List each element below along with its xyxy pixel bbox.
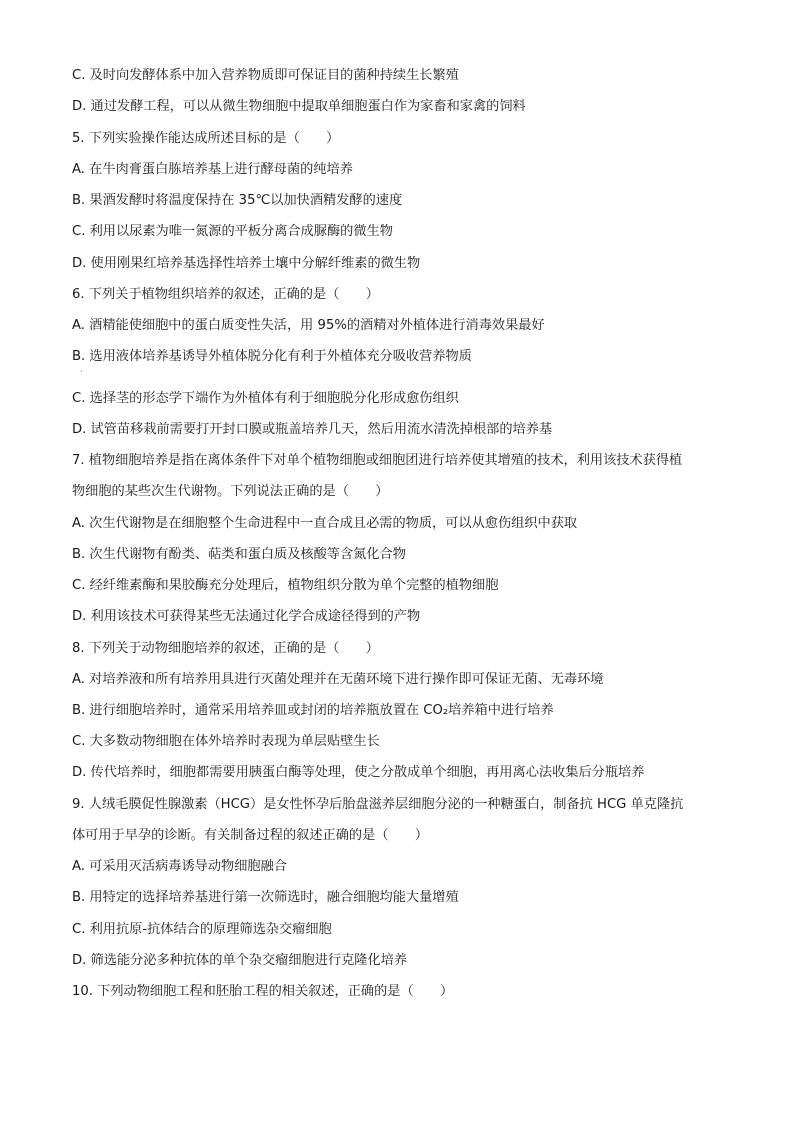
option-9b: B. 用特定的选择培养基进行第一次筛选时，融合细胞均能大量增殖 — [72, 890, 459, 905]
question-6: 6. 下列关于植物组织培养的叙述，正确的是（ ） — [72, 287, 379, 302]
option-5c: C. 利用以尿素为唯一氮源的平板分离合成脲酶的微生物 — [72, 224, 393, 239]
option-9c: C. 利用抗原-抗体结合的原理筛选杂交瘤细胞 — [72, 922, 332, 937]
option-4c: C. 及时向发酵体系中加入营养物质即可保证目的菌种持续生长繁殖 — [72, 68, 459, 83]
option-5b: B. 果酒发酵时将温度保持在 35℃以加快酒精发酵的速度 — [72, 193, 403, 208]
option-6d: D. 试管苗移栽前需要打开封口膜或瓶盖培养几天，然后用流水清洗掉根部的培养基 — [72, 422, 553, 437]
option-6c: C. 选择茎的形态学下端作为外植体有利于细胞脱分化形成愈伤组织 — [72, 391, 459, 406]
option-8a: A. 对培养液和所有培养用具进行灭菌处理并在无菌环境下进行操作即可保证无菌、无毒环境 — [72, 672, 604, 687]
question-10: 10. 下列动物细胞工程和胚胎工程的相关叙述，正确的是（ ） — [72, 984, 454, 999]
question-9-line-1: 9. 人绒毛膜促性腺激素（HCG）是女性怀孕后胎盘滋养层细胞分泌的一种糖蛋白，制备抗 HCG 单克隆抗 — [72, 797, 684, 812]
option-4d: D. 通过发酵工程，可以从微生物细胞中提取单细胞蛋白作为家畜和家禽的饲料 — [72, 99, 526, 114]
option-8c: C. 大多数动物细胞在体外培养时表现为单层贴壁生长 — [72, 734, 380, 749]
option-7c: C. 经纤维素酶和果胶酶充分处理后，植物组织分散为单个完整的植物细胞 — [72, 578, 499, 593]
stray-mark: · — [80, 367, 83, 376]
option-8b: B. 进行细胞培养时，通常采用培养皿或封闭的培养瓶放置在 CO₂培养箱中进行培养 — [72, 703, 554, 718]
option-6b: B. 选用液体培养基诱导外植体脱分化有利于外植体充分吸收营养物质 — [72, 349, 472, 364]
question-9-line-2: 体可用于早孕的诊断。有关制备过程的叙述正确的是（ ） — [72, 828, 429, 843]
option-7b: B. 次生代谢物有酚类、萜类和蛋白质及核酸等含氮化合物 — [72, 547, 406, 562]
option-9a: A. 可采用灭活病毒诱导动物细胞融合 — [72, 859, 287, 874]
option-6a: A. 酒精能使细胞中的蛋白质变性失活，用 95%的酒精对外植体进行消毒效果最好 — [72, 318, 545, 333]
option-7d: D. 利用该技术可获得某些无法通过化学合成途径得到的产物 — [72, 609, 421, 624]
question-5: 5. 下列实验操作能达成所述目标的是（ ） — [72, 131, 340, 146]
option-8d: D. 传代培养时，细胞都需要用胰蛋白酶等处理，使之分散成单个细胞，再用离心法收集后分瓶培养 — [72, 765, 645, 780]
question-7-line-2: 物细胞的某些次生代谢物。下列说法正确的是（ ） — [72, 484, 389, 499]
question-8: 8. 下列关于动物细胞培养的叙述，正确的是（ ） — [72, 641, 379, 656]
option-9d: D. 筛选能分泌多种抗体的单个杂交瘤细胞进行克隆化培养 — [72, 953, 408, 968]
question-7-line-1: 7. 植物细胞培养是指在离体条件下对单个植物细胞或细胞团进行培养使其增殖的技术，利用该技术获得植 — [72, 453, 683, 468]
option-5d: D. 使用刚果红培养基选择性培养土壤中分解纤维素的微生物 — [72, 256, 421, 271]
option-7a: A. 次生代谢物是在细胞整个生命进程中一直合成且必需的物质，可以从愈伤组织中获取 — [72, 516, 578, 531]
option-5a: A. 在牛肉膏蛋白胨培养基上进行酵母菌的纯培养 — [72, 162, 353, 177]
